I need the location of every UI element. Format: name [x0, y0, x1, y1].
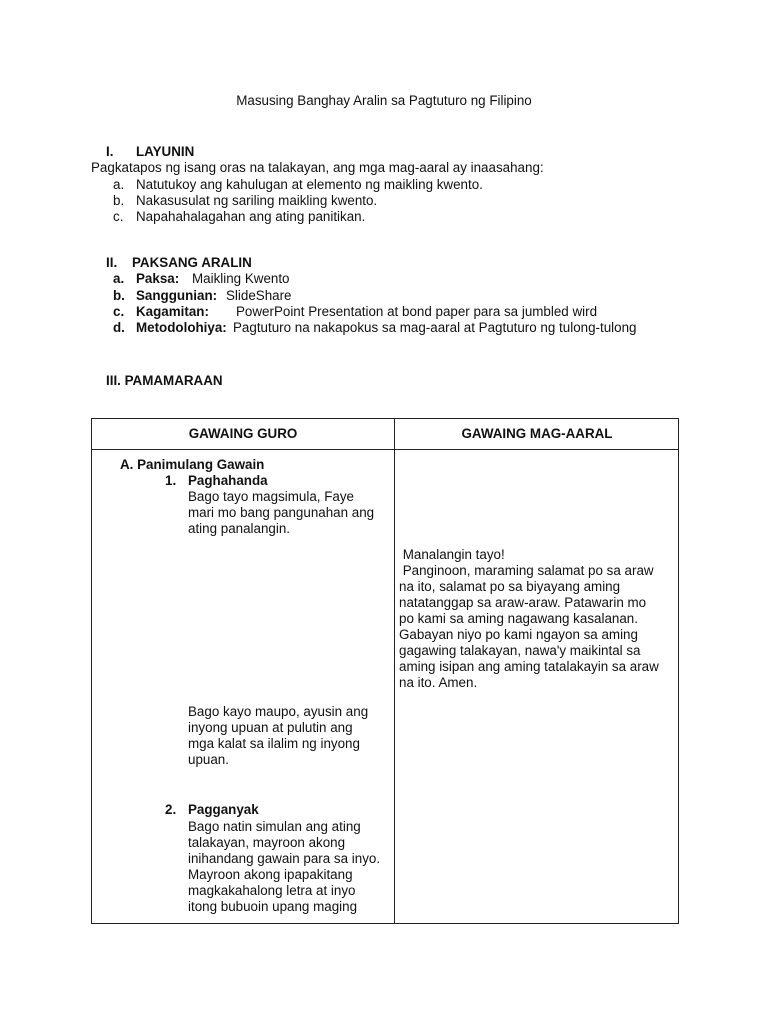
student-line: natatanggap sa araw-araw. Patawarin mo	[399, 595, 647, 610]
student-line: na ito. Amen.	[399, 675, 478, 690]
teacher-line: itong bubuoin upang maging	[188, 899, 358, 914]
materials-label: Kagamitan:	[136, 304, 209, 319]
objective-text: Napahahalagahan ang ating panitikan.	[136, 209, 366, 224]
document-title: Masusing Banghay Aralin sa Pagtuturo ng Filipino	[236, 93, 532, 108]
step-2-number: 2.	[165, 802, 177, 817]
teacher-line: mga kalat sa ilalim ng inyong	[188, 736, 360, 751]
teacher-line: ating panalangin.	[188, 521, 291, 536]
student-line: gagawing talakayan, nawa'y maikintal sa	[399, 643, 641, 658]
teacher-line: Bago kayo maupo, ayusin ang	[188, 704, 369, 719]
table-column-divider	[394, 419, 395, 923]
teacher-line: Bago tayo magsimula, Faye	[188, 489, 354, 504]
student-line: Gabayan niyo po kami ngayon sa aming	[399, 627, 638, 642]
section-2-heading: PAKSANG ARALIN	[132, 255, 252, 270]
objective-text: Natutukoy ang kahulugan at elemento ng maikling kwento.	[136, 177, 483, 192]
objective-text: Nakasusulat ng sariling maikling kwento.	[136, 193, 378, 208]
part-a-heading: A. Panimulang Gawain	[120, 457, 265, 472]
section-1-heading: LAYUNIN	[136, 144, 195, 159]
section-3-heading: III. PAMAMARAAN	[106, 373, 223, 388]
procedure-table	[91, 418, 679, 924]
section-2-numeral: II.	[106, 255, 118, 270]
materials-letter: c.	[113, 304, 125, 319]
objective-letter: c.	[113, 209, 124, 224]
methodology-label: Metodolohiya:	[136, 320, 227, 335]
table-header-divider	[92, 449, 678, 450]
student-line: Manalangin tayo!	[399, 547, 505, 562]
section-1-numeral: I.	[106, 144, 114, 159]
student-line: Panginoon, maraming salamat po sa araw	[399, 563, 654, 578]
teacher-line: magkakahalong letra at inyo	[188, 883, 356, 898]
methodology-value: Pagtuturo na nakapokus sa mag-aaral at Pagtuturo ng tulong-tulong	[233, 320, 637, 335]
reference-letter: b.	[113, 288, 125, 303]
step-2-title: Pagganyak	[188, 802, 259, 817]
teacher-line: inyong upuan at pulutin ang	[188, 720, 353, 735]
methodology-letter: d.	[113, 320, 125, 335]
student-line: na ito, salamat po sa biyayang aming	[399, 579, 621, 594]
reference-label: Sanggunian:	[136, 288, 218, 303]
teacher-line: Mayroon akong ipapakitang	[188, 867, 353, 882]
objective-letter: b.	[113, 193, 125, 208]
student-line: aming isipan ang aming tatalakayin sa araw	[399, 659, 659, 674]
teacher-line: talakayan, mayroon akong	[188, 835, 346, 850]
reference-value: SlideShare	[226, 288, 292, 303]
teacher-line: inihandang gawain para sa inyo.	[188, 851, 381, 866]
topic-value: Maikling Kwento	[192, 271, 290, 286]
materials-value: PowerPoint Presentation at bond paper para sa jumbled wird	[236, 304, 598, 319]
step-1-title: Paghahanda	[188, 473, 268, 488]
teacher-line: Bago natin simulan ang ating	[188, 819, 361, 834]
header-teacher-activity: GAWAING GURO	[188, 426, 298, 441]
header-student-activity: GAWAING MAG-AARAL	[461, 426, 613, 441]
step-1-number: 1.	[165, 473, 177, 488]
topic-label: Paksa:	[136, 271, 180, 286]
topic-letter: a.	[113, 271, 125, 286]
student-line: po kami sa aming nagawang kasalanan.	[399, 611, 638, 626]
teacher-line: mari mo bang pangunahan ang	[188, 505, 375, 520]
teacher-line: upuan.	[188, 752, 229, 767]
objective-letter: a.	[113, 177, 125, 192]
section-1-intro: Pagkatapos ng isang oras na talakayan, ang mga mag-aaral ay inaasahang:	[91, 160, 544, 175]
